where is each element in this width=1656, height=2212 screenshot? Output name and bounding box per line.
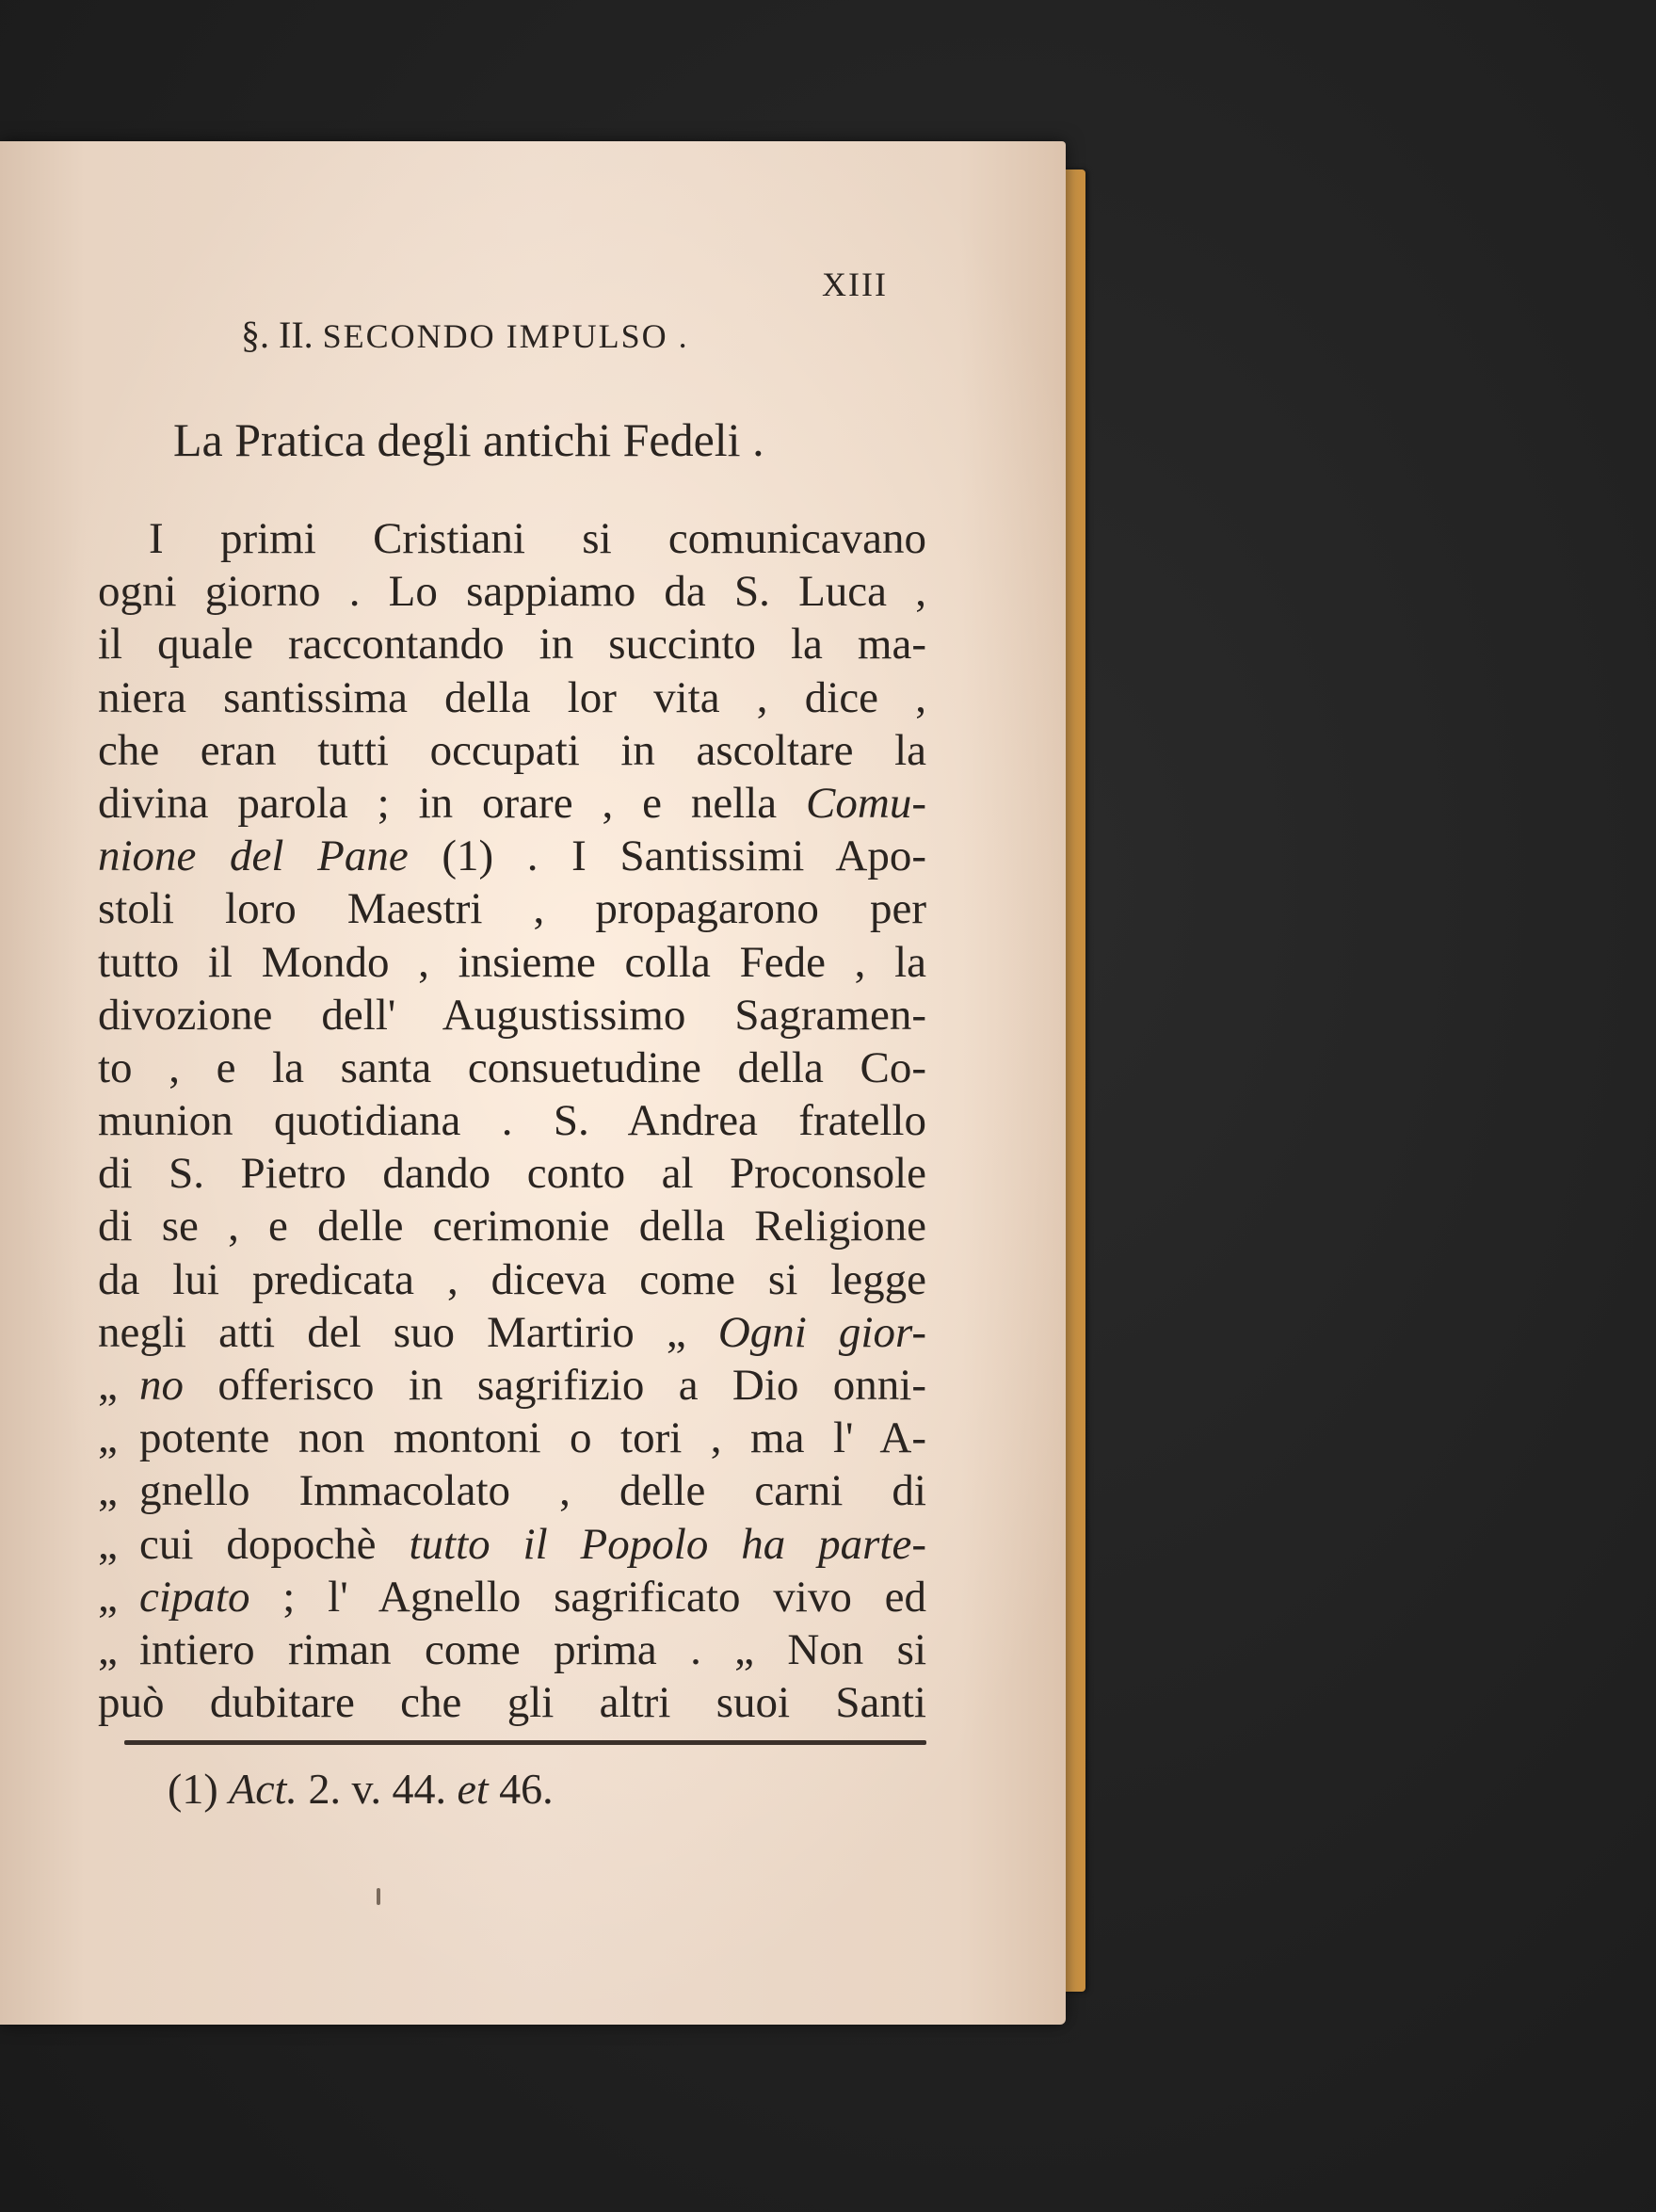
- footnote: [168, 1765, 554, 1813]
- text-line: [98, 1253, 926, 1306]
- line-text: offerisco in sagrifizio a Dio onni-: [184, 1361, 926, 1410]
- text-line: [98, 1041, 926, 1094]
- quote-mark: „: [98, 1624, 118, 1674]
- line-text-italic: cipato: [139, 1572, 250, 1622]
- line-text: I primi Cristiani si comunicavano: [149, 514, 926, 563]
- subtitle: La Pratica degli antichi Fedeli .: [173, 413, 764, 466]
- line-text: ; l' Agnello sagrificato vivo ed: [249, 1572, 926, 1622]
- footnote-citation-end: 46.: [488, 1765, 554, 1813]
- text-line: [98, 1412, 926, 1464]
- body-text: [98, 512, 926, 1729]
- line-text: divina parola ; in orare , e nella: [98, 778, 807, 828]
- text-line: [98, 989, 926, 1041]
- footnote-marker: (1): [168, 1765, 218, 1813]
- quote-mark: „: [98, 1572, 118, 1622]
- text-line: [98, 1359, 926, 1412]
- text-line: [98, 618, 926, 670]
- line-text: niera santissima della lor vita , dice ,: [98, 672, 926, 722]
- text-line: [98, 671, 926, 724]
- line-text: negli atti del suo Martirio „: [98, 1307, 718, 1357]
- line-text-italic: no: [139, 1361, 184, 1410]
- text-line: [98, 1518, 926, 1571]
- line-text: (1) . I Santissimi Apo-: [408, 832, 926, 881]
- quote-mark: „: [98, 1413, 118, 1463]
- footnote-citation-rest: 2. v. 44.: [297, 1765, 458, 1813]
- section-marker: §. II.: [241, 314, 314, 356]
- section-heading: [241, 316, 689, 354]
- book-page: [0, 141, 1066, 2025]
- quote-mark: „: [98, 1519, 118, 1569]
- line-text: tutto il Mondo , insieme colla Fede , la: [98, 937, 926, 987]
- line-text: può dubitare che gli altri suoi Santi: [98, 1678, 926, 1728]
- line-text: stoli loro Maestri , propagarono per: [98, 884, 926, 934]
- footnote-citation-et: et: [457, 1765, 489, 1813]
- text-line: [98, 1147, 926, 1200]
- quote-mark: „: [98, 1361, 118, 1410]
- text-line: [98, 1200, 926, 1252]
- line-text-italic: Comu-: [806, 778, 926, 828]
- line-text: to , e la santa consuetudine della Co-: [98, 1042, 926, 1092]
- line-text-italic: tutto il Popolo ha parte-: [409, 1519, 926, 1569]
- line-text: di se , e delle cerimonie della Religione: [98, 1202, 926, 1251]
- text-line: [98, 777, 926, 830]
- line-text: intiero riman come prima . „ Non si: [139, 1624, 926, 1674]
- text-line: [98, 724, 926, 777]
- line-text: munion quotidiana . S. Andrea fratello: [98, 1096, 926, 1146]
- section-title: SECONDO IMPULSO .: [322, 317, 689, 355]
- line-text: da lui predicata , diceva come si legge: [98, 1254, 926, 1304]
- line-text: divozione dell' Augustissimo Sagramen-: [98, 990, 926, 1040]
- line-text: gnello Immacolato , delle carni di: [139, 1466, 926, 1516]
- line-text: cui dopochè: [139, 1519, 410, 1569]
- footnote-citation-italic: Act.: [229, 1765, 297, 1813]
- line-text: il quale raccontando in succinto la ma-: [98, 620, 926, 670]
- text-line: [98, 1306, 926, 1359]
- text-line: [98, 830, 926, 882]
- line-text: che eran tutti occupati in ascoltare la: [98, 725, 926, 775]
- text-line: [98, 1464, 926, 1517]
- text-line: [98, 1571, 926, 1623]
- text-line: [98, 1676, 926, 1729]
- text-line: [98, 565, 926, 618]
- line-text-italic: nione del Pane: [98, 832, 409, 881]
- ink-mark: [377, 1888, 380, 1905]
- text-line: [98, 936, 926, 989]
- text-line: [98, 882, 926, 935]
- page-number: XIII: [822, 266, 888, 303]
- line-text: di S. Pietro dando conto al Proconsole: [98, 1149, 926, 1199]
- line-text-italic: Ogni gior-: [717, 1307, 926, 1357]
- footnote-rule: [124, 1740, 926, 1745]
- line-text: potente non montoni o tori , ma l' A-: [139, 1413, 926, 1463]
- text-line: [98, 512, 926, 565]
- quote-mark: „: [98, 1466, 118, 1516]
- line-text: ogni giorno . Lo sappiamo da S. Luca ,: [98, 567, 926, 617]
- text-line: [98, 1094, 926, 1147]
- text-line: [98, 1623, 926, 1676]
